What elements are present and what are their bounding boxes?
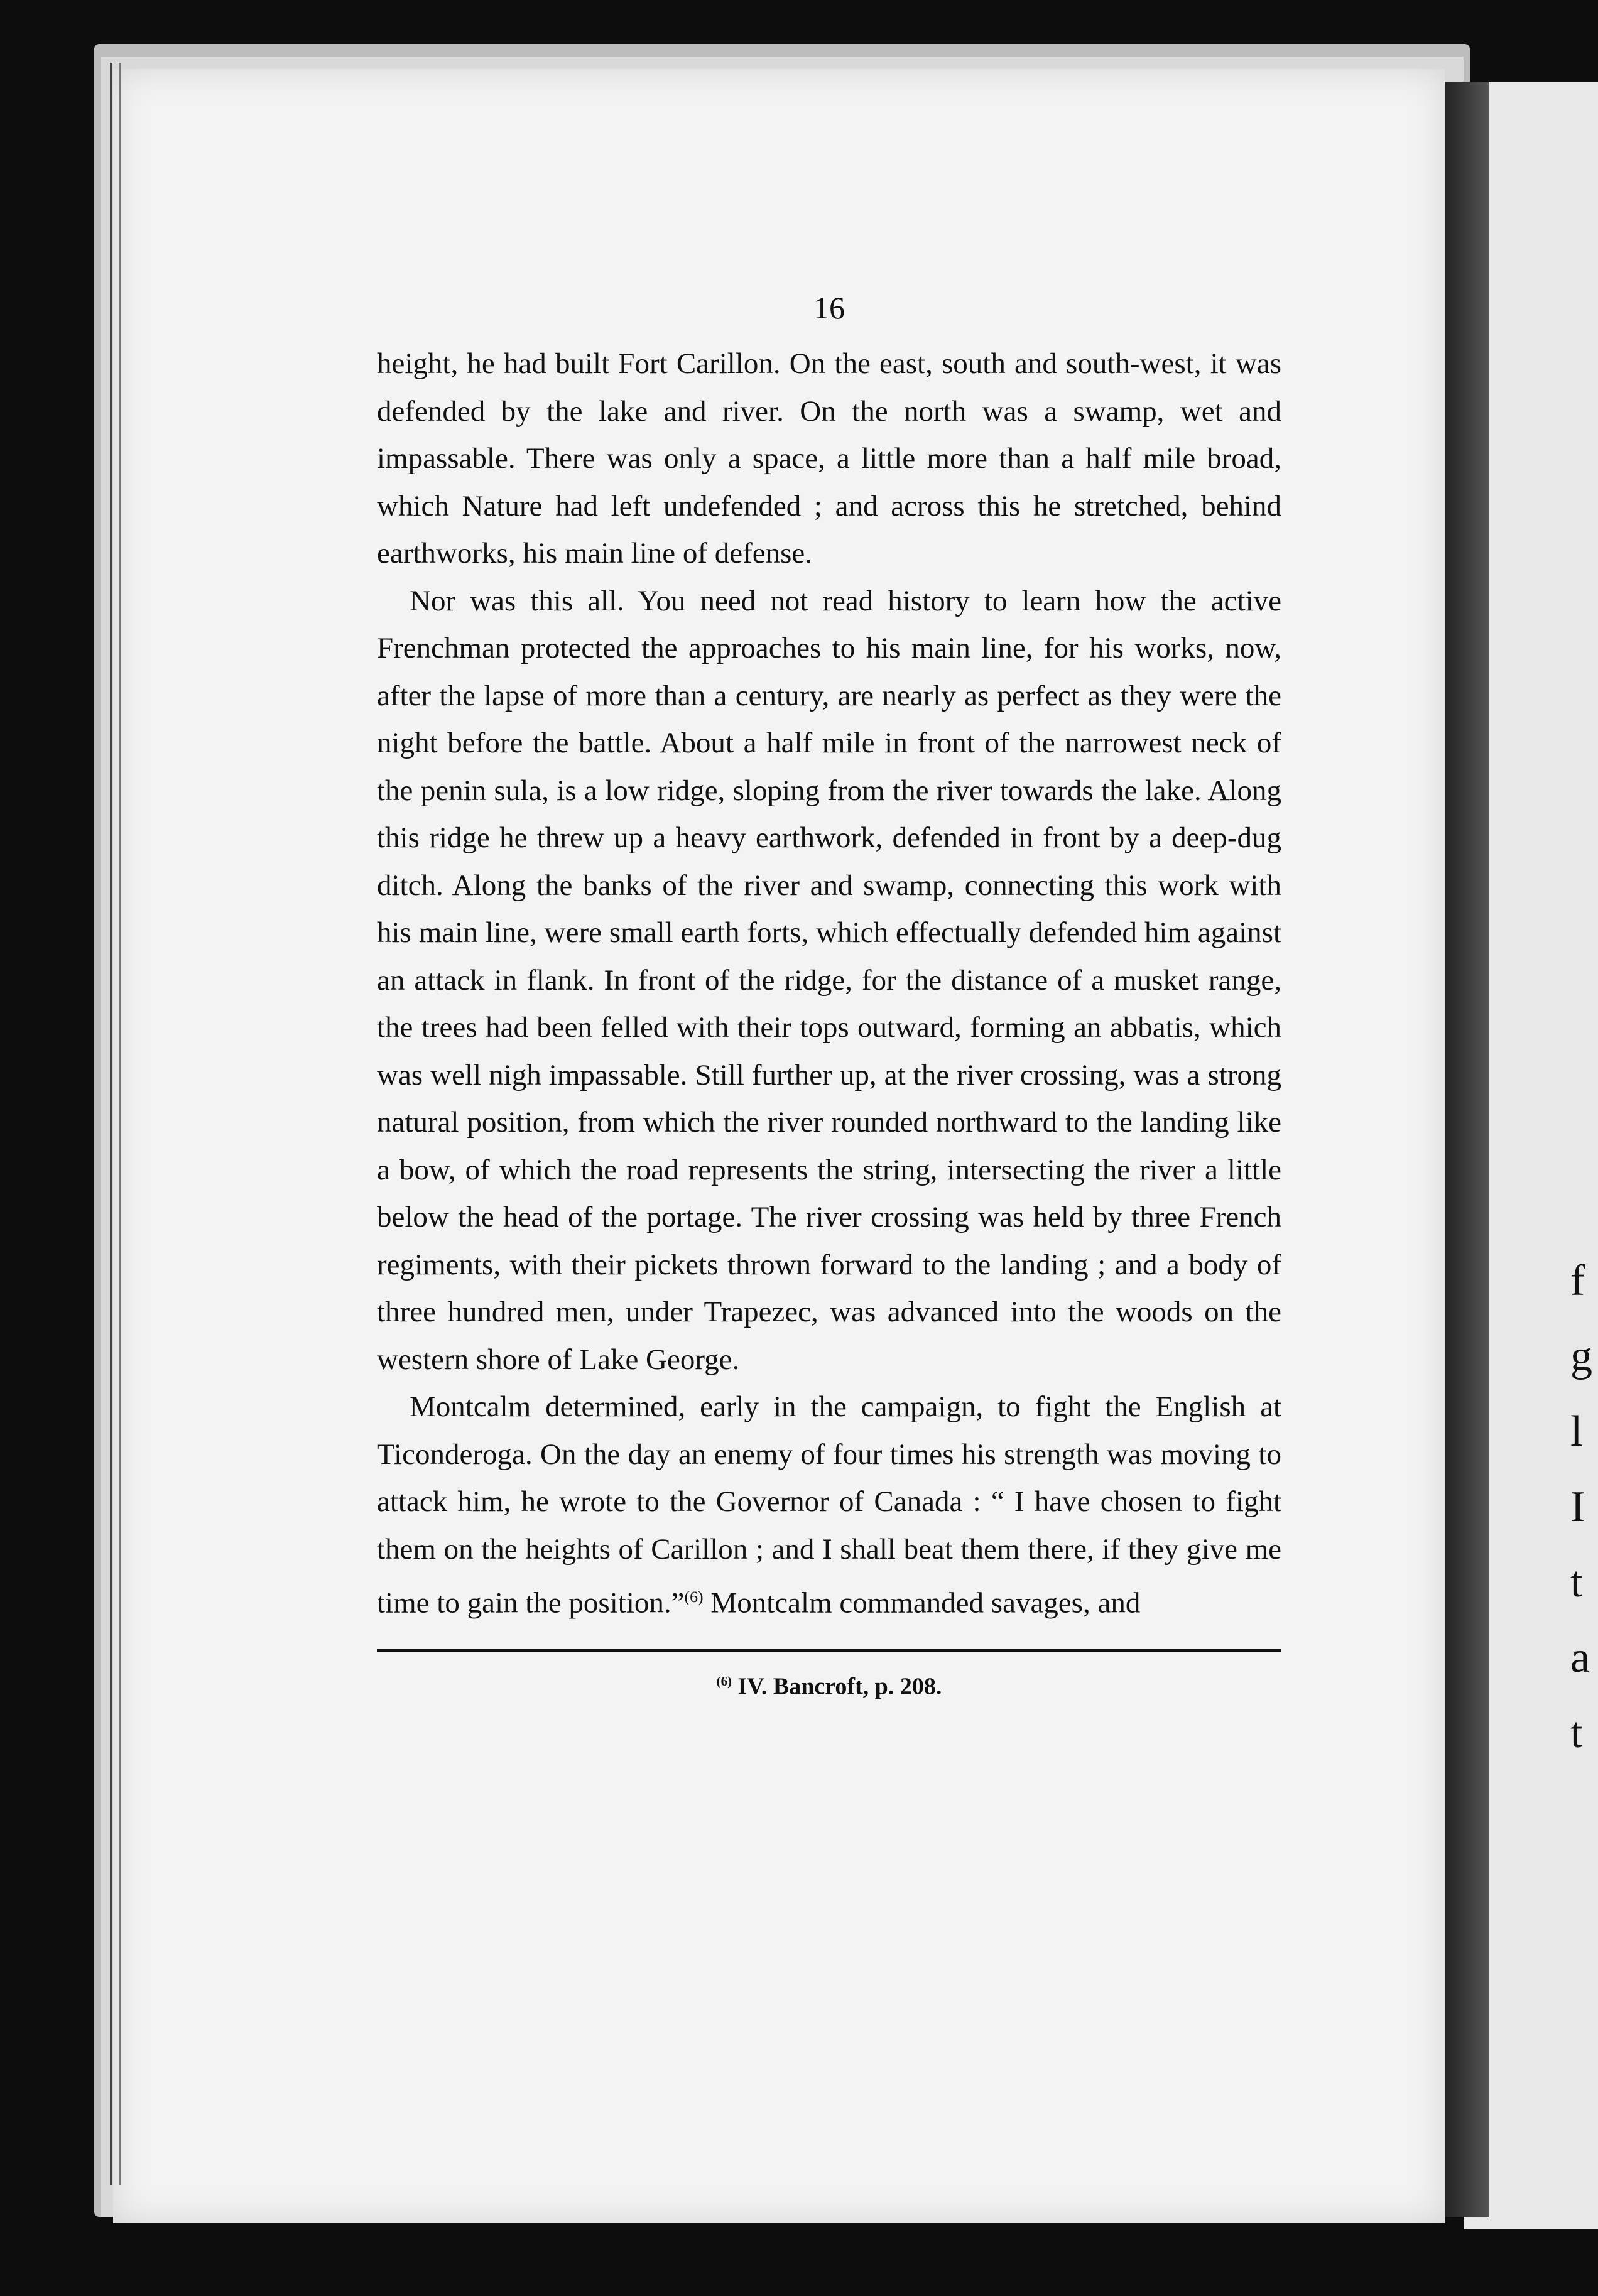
footnote-text: IV. Bancroft, p. 208. [737,1673,942,1700]
footnote-reference: (6) [684,1588,704,1606]
paragraph-continuation: height, he had built Fort Carillon. On the east, south and south-west, it was defended by the lake and river. On the north was a swamp, wet and impassable. There was only a space, a little more than a half mile broad, which Nature had left undefended ; and across this he stretched, behind earthworks, his main line of defense. [377,347,1281,570]
next-page-letter: a [1570,1633,1590,1682]
page-number: 16 [813,290,845,325]
next-page-letter: I [1570,1483,1585,1531]
next-page-fragments [1570,1243,1598,1771]
footnote-marker: (6) [716,1674,732,1689]
next-page-letter: t [1570,1558,1583,1606]
paragraph: Nor was this all. You need not read history to learn how the active Frenchman protected the approaches to his main line, for his works, now, after the lapse of more than a century, are nearly as perfect as they were the night before the battle. About a half mile in front of the narrowest neck of the penin sula, is a low ridge, sloping from the river towards the lake. Along this ridge he threw up a heavy earthwork, defended in front by a deep-dug ditch. Along the banks of the river and swamp, connecting this work with his main line, were small earth forts, which effectually defended him against an attack in flank. In front of the ridge, for the distance of a musket range, the trees had been felled with their tops outward, forming an abbatis, which was well nigh impassable. Still further up, at the river crossing, was a strong natural position, from which the river rounded northward to the landing like a bow, of which the road represents the string, intersecting the river a little below the head of the portage. The river crossing was held by three French regiments, with their pickets thrown forward to the landing ; and a body of three hundred men, under Trapezec, was advanced into the woods on the western shore of Lake George. [377,584,1281,1376]
page-content [377,289,1281,1703]
footnote [377,1665,1281,1703]
paragraph-text: Montcalm commanded savages, and [710,1586,1141,1620]
paragraph [377,1384,1281,1627]
paragraph-text: Montcalm determined, early in the campaign, to fight the English at Ticonderoga. On the day an enemy of four times his strength was moving to attack him, he wrote to the Governor of Canada : “ I have chosen to fight them on the heights of Carillon ; and I shall beat them there, if they give me time to gain the position.” [377,1390,1281,1620]
next-page-letter: g [1570,1332,1592,1380]
next-page-letter: t [1570,1709,1583,1757]
next-page-letter: f [1570,1257,1585,1305]
next-page-letter: l [1570,1407,1583,1456]
page-left-edge [110,63,121,2185]
footnote-rule [377,1649,1281,1652]
